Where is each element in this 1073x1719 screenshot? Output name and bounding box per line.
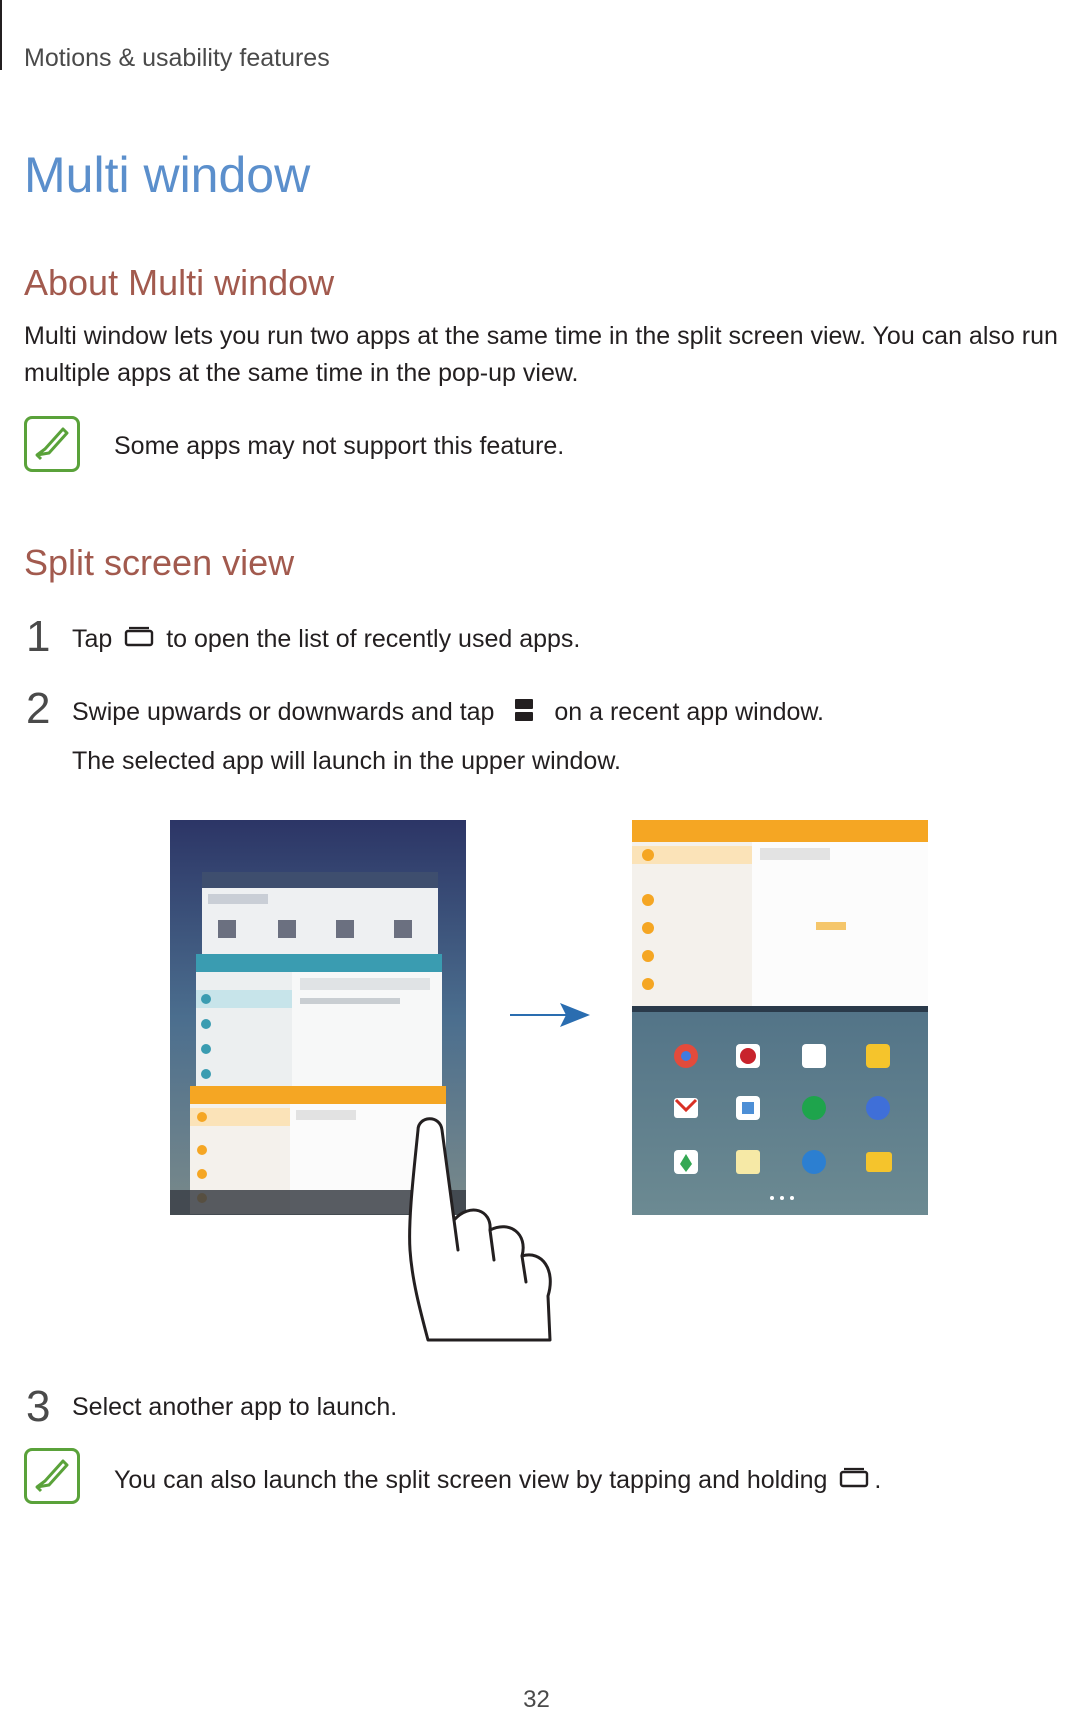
header-rule: [0, 0, 2, 70]
note-text-1: Some apps may not support this feature.: [114, 432, 565, 460]
note-2-before: You can also launch the split screen view by tapping and holding: [114, 1466, 828, 1495]
step-text-1: [72, 625, 580, 656]
settings-window: [196, 954, 442, 1104]
step-2-before: Swipe upwards or downwards and tap: [72, 698, 495, 727]
split-screen-icon: [513, 697, 535, 730]
about-line-1: Multi window lets you run two apps at the same time in the split screen view. You can also run: [24, 322, 1058, 350]
step-text-3: Select another app to launch.: [72, 1393, 398, 1421]
step-2-after: on a recent app window.: [554, 698, 825, 727]
step-1-before: Tap: [72, 625, 113, 654]
recent-apps-icon: [122, 625, 156, 656]
note-2-after: .: [874, 1466, 882, 1495]
step-number-1: 1: [26, 612, 51, 661]
right-screen-split-view: [632, 820, 928, 1215]
note-icon-2: [24, 1448, 80, 1504]
recent-apps-icon-2: [837, 1466, 871, 1497]
note-icon: [24, 416, 80, 472]
illustration-figure: [0, 810, 1073, 1350]
step-2-subtext: The selected app will launch in the upper window.: [72, 747, 621, 775]
about-line-2: multiple apps at the same time in the pop-up view.: [24, 359, 579, 387]
hand-gesture-icon: [410, 1119, 551, 1340]
internet-window: [202, 872, 438, 962]
page-title: Multi window: [24, 147, 311, 203]
transition-arrow: [510, 1003, 590, 1027]
note-text-2: [114, 1466, 881, 1497]
section-heading-about: About Multi window: [24, 262, 335, 303]
step-number-2: 2: [26, 684, 51, 733]
step-number-3: 3: [26, 1382, 51, 1431]
upper-window-my-files: [632, 820, 928, 1012]
page-number: 32: [523, 1686, 550, 1713]
breadcrumb: Motions & usability features: [24, 44, 330, 72]
about-paragraph: [24, 318, 1064, 392]
section-heading-split: Split screen view: [24, 542, 295, 583]
step-1-after: to open the list of recently used apps.: [166, 625, 581, 654]
step-text-2: [72, 697, 824, 730]
